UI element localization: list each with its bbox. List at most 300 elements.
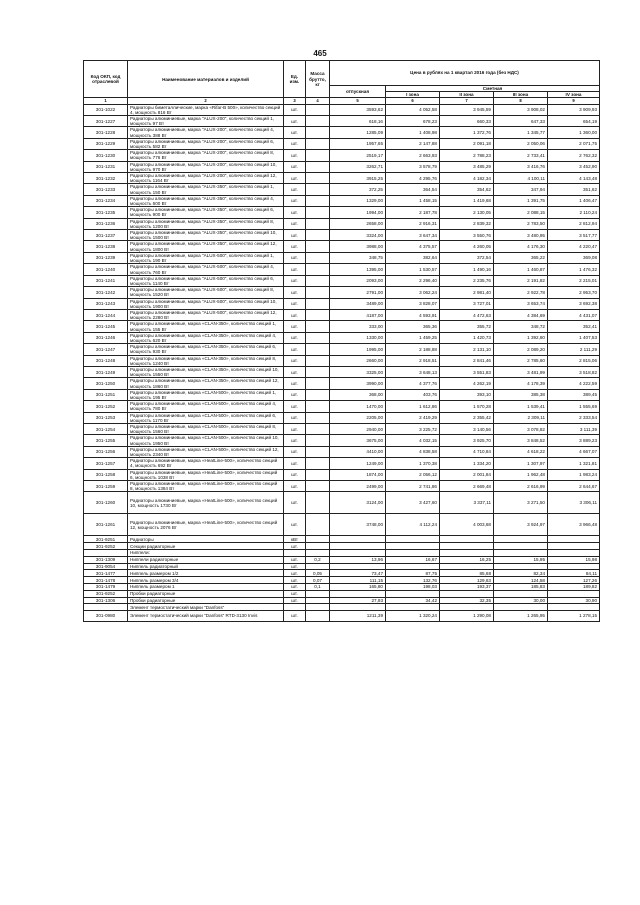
table-row [84,563,600,570]
zone-3-price-cell: 2 309,11 [494,412,548,423]
zone-3-price-cell: 15,95 [494,556,548,563]
zone-1-price-cell: 198,03 [386,584,440,591]
name-cell: Радиаторы алюминиевые, марка «CLAN-350», количество секций 4, мощность 620 Вт [128,332,284,343]
mass-cell [306,611,330,622]
table-row [84,514,600,536]
mass-cell [306,543,330,550]
zone-2-price-cell: 4 262,19 [440,378,494,389]
mass-cell [306,514,330,536]
mass-cell [306,550,330,557]
zone-1-price-cell: 4 838,58 [386,446,440,457]
unit-cell: шт. [284,207,306,218]
zone-4-price-cell: 4 220,47 [548,241,600,252]
table-row [84,492,600,514]
name-cell: Радиаторы алюминиевые, марка «HeatLine-500», количество секций 8, мощность 1384 Вт [128,481,284,492]
zone-2-price-cell: 660,33 [440,116,494,127]
release-price-cell [330,590,386,597]
zone-3-price-cell: 3 480,95 [494,230,548,241]
zone-1-price-cell: 1 458,15 [386,195,440,206]
zone-2-price-cell: 1 570,28 [440,401,494,412]
zone-2-price-cell: 3 925,70 [440,435,494,446]
unit-cell: шт. [284,309,306,320]
code-cell: 301-1237 [84,230,128,241]
zone-2-price-cell: 2 091,18 [440,138,494,149]
zone-2-price-cell: 3 140,56 [440,423,494,434]
mass-cell [306,195,330,206]
mass-cell [306,321,330,332]
unit-cell: шт. [284,218,306,229]
table-row [84,116,600,127]
zone-3-price-cell: 1 391,75 [494,195,548,206]
code-cell: 301-1258 [84,469,128,480]
code-cell: 301-9252 [84,543,128,550]
zone-3-price-cell [494,536,548,543]
zone-2-price-cell: 2 001,84 [440,469,494,480]
table-row [84,184,600,195]
table-row [84,423,600,434]
zone-4-price-cell: 1 983,24 [548,469,600,480]
mass-cell [306,173,330,184]
release-price-cell: 111,15 [330,577,386,584]
mass-cell: 0,05 [306,570,330,577]
column-index: 2 [128,98,284,104]
col-unit: Ед. изм. [284,61,306,98]
mass-cell [306,536,330,543]
zone-1-price-cell: 3 648,13 [386,366,440,377]
table-row [84,597,600,604]
zone-3-price-cell [494,550,548,557]
col-zone-4: IV зона [548,92,600,98]
release-price-cell: 2205,00 [330,412,386,423]
table-row [84,252,600,263]
release-price-cell: 3489,00 [330,298,386,309]
code-cell: 301-9054 [84,563,128,570]
table-row [84,458,600,469]
zone-1-price-cell: 3 828,07 [386,298,440,309]
table-row [84,543,600,550]
unit-cell: шт. [284,116,306,127]
table-row [84,366,600,377]
name-cell: Радиаторы алюминиевые, марка «CLAN-500», количество секций 6, мощность 1170 Вт [128,412,284,423]
zone-4-price-cell: 127,26 [548,577,600,584]
zone-1-price-cell: 2 188,88 [386,344,440,355]
mass-cell [306,104,330,115]
mass-cell [306,287,330,298]
zone-1-price-cell: 2 147,88 [386,138,440,149]
mass-cell [306,435,330,446]
zone-1-price-cell: 2 741,86 [386,481,440,492]
table-row [84,138,600,149]
page-number: 465 [313,49,327,58]
zone-1-price-cell: 4 593,91 [386,309,440,320]
column-index: 4 [306,98,330,104]
zone-3-price-cell: 3 924,97 [494,514,548,536]
mass-cell [306,446,330,457]
zone-2-price-cell: 3 551,83 [440,366,494,377]
code-cell: 301-1477 [84,570,128,577]
zone-4-price-cell: 2 812,94 [548,218,600,229]
zone-4-price-cell: 654,19 [548,116,600,127]
zone-1-price-cell: 2 056,12 [386,469,440,480]
release-price-cell: 2093,00 [330,275,386,286]
mass-cell [306,412,330,423]
zone-1-price-cell: 2 918,51 [386,355,440,366]
table-row [84,401,600,412]
table-row [84,264,600,275]
name-cell: Радиаторы алюминиевые, марка «HeatLine-500», количество секций 10, мощность 1730 Вт [128,492,284,514]
release-price-cell: 368,00 [330,389,386,400]
zone-2-price-cell: 193,37 [440,584,494,591]
release-price-cell: 13,96 [330,556,386,563]
table-row [84,556,600,563]
column-index: 8 [494,98,548,104]
zone-4-price-cell: 351,62 [548,184,600,195]
zone-2-price-cell: 16,25 [440,556,494,563]
zone-3-price-cell: 365,22 [494,252,548,263]
zone-3-price-cell: 1 392,80 [494,332,548,343]
mass-cell [306,150,330,161]
zone-3-price-cell: 2 785,60 [494,355,548,366]
zone-4-price-cell: 4 222,59 [548,378,600,389]
unit-cell: шт. [284,195,306,206]
code-cell: 301-1245 [84,321,128,332]
zone-2-price-cell: 1 490,16 [440,264,494,275]
zone-2-price-cell: 2 131,10 [440,344,494,355]
name-cell: Пробки радиаторные [128,590,284,597]
release-price-cell: 333,00 [330,321,386,332]
code-cell: 301-1228 [84,127,128,138]
zone-3-price-cell: 2 089,20 [494,344,548,355]
zone-2-price-cell: 2 130,05 [440,207,494,218]
mass-cell [306,184,330,195]
mass-cell: 0,2 [306,556,330,563]
name-cell: Радиаторы алюминиевые, марка «CLAN-350», количество секций 10, мощность 1550 Вт [128,366,284,377]
code-cell: 301-1252 [84,401,128,412]
code-cell: 301-1259 [84,481,128,492]
col-mass: Масса брутто, кг [306,61,330,98]
zone-2-price-cell: 354,62 [440,184,494,195]
zone-2-price-cell: 3 945,59 [440,104,494,115]
unit-cell: кВт [284,536,306,543]
mass-cell [306,207,330,218]
name-cell: Радиаторы алюминиевые, марка "ALUX-500", количество секций 10, мощность 1900 Вт [128,298,284,309]
name-cell: Радиаторы алюминиевые, марка "ALUX-350", количество секций 1, мощность 150 Вт [128,184,284,195]
table-row [84,287,600,298]
code-cell: 301-1250 [84,378,128,389]
unit-cell: шт. [284,458,306,469]
mass-cell [306,458,330,469]
unit-cell: шт. [284,389,306,400]
unit-cell: шт. [284,138,306,149]
zone-1-price-cell: 1 408,98 [386,127,440,138]
name-cell: Секции радиаторные [128,543,284,550]
release-price-cell: 1395,00 [330,264,386,275]
zone-2-price-cell: 2 981,40 [440,287,494,298]
mass-cell [306,481,330,492]
table-row [84,570,600,577]
code-cell: 301-1241 [84,275,128,286]
mass-cell [306,116,330,127]
unit-cell: шт. [284,469,306,480]
name-cell: Радиаторы алюминиевые, марка "ALUX-200", количество секций 1, мощность 97 Вт [128,116,284,127]
code-cell: 301-1230 [84,150,128,161]
code-cell: 301-1249 [84,366,128,377]
zone-2-price-cell: 2 841,46 [440,355,494,366]
name-cell: Радиаторы алюминиевые, марка "ALUX-350", количество секций 4, мощность 600 Вт [128,195,284,206]
unit-cell: шт. [284,435,306,446]
zone-4-price-cell: 2 644,67 [548,481,600,492]
table-row [84,104,600,115]
zone-2-price-cell: 1 334,20 [440,458,494,469]
mass-cell [306,355,330,366]
zone-4-price-cell: 3 889,23 [548,435,600,446]
zone-4-price-cell: 1 406,47 [548,195,600,206]
zone-3-price-cell: 1 460,87 [494,264,548,275]
zone-4-price-cell: 2 071,75 [548,138,600,149]
code-cell: 301-1246 [84,332,128,343]
release-price-cell: 3915,25 [330,173,386,184]
zone-4-price-cell: 389,45 [548,389,600,400]
name-cell: Радиаторы алюминиевые, марка "ALUX-500", количество секций 12, мощность 2280 Вт [128,309,284,320]
unit-cell: шт. [284,355,306,366]
zone-4-price-cell [548,536,600,543]
release-price-cell: 2791,00 [330,287,386,298]
mass-cell [306,309,330,320]
zone-2-price-cell: 3 485,29 [440,161,494,172]
unit-cell: шт. [284,264,306,275]
release-price-cell [330,550,386,557]
name-cell: Пробки радиаторные [128,597,284,604]
zone-4-price-cell: 1 321,81 [548,458,600,469]
zone-4-price-cell: 1 278,15 [548,611,600,622]
zone-4-price-cell: 3 518,82 [548,366,600,377]
unit-cell: шт. [284,584,306,591]
zone-1-price-cell: 1 370,38 [386,458,440,469]
zone-2-price-cell: 4 472,63 [440,309,494,320]
name-cell: Радиаторы алюминиевые, марка «HeatLine-500», количество секций 12, мощность 2076 Вт [128,514,284,536]
unit-cell: шт. [284,287,306,298]
unit-cell: шт. [284,184,306,195]
release-price-cell: 3262,71 [330,161,386,172]
zone-2-price-cell: 1 290,08 [440,611,494,622]
table-row [84,412,600,423]
zone-2-price-cell: 85,68 [440,570,494,577]
zone-2-price-cell [440,550,494,557]
zone-1-price-cell: 87,75 [386,570,440,577]
column-index: 9 [548,98,600,104]
mass-cell [306,127,330,138]
zone-1-price-cell: 3 578,79 [386,161,440,172]
unit-cell: шт. [284,332,306,343]
code-cell: 301-1257 [84,458,128,469]
zone-1-price-cell: 3 225,72 [386,423,440,434]
zone-4-price-cell [548,604,600,611]
mass-cell [306,344,330,355]
col-estimate: Сметная [386,86,600,92]
code-cell: 301-1255 [84,435,128,446]
zone-1-price-cell: 1 320,24 [386,611,440,622]
code-cell: 301-1235 [84,207,128,218]
zone-1-price-cell: 2 663,93 [386,150,440,161]
zone-3-price-cell [494,543,548,550]
zone-4-price-cell: 4 143,48 [548,173,600,184]
table-row [84,309,600,320]
zone-4-price-cell: 3 306,11 [548,492,600,514]
zone-1-price-cell: 2 419,29 [386,412,440,423]
zone-3-price-cell: 1 307,97 [494,458,548,469]
name-cell: Элемент термостатический марки "Danfoss" RTD-3130 Invis [128,611,284,622]
code-cell: 301-1240 [84,264,128,275]
release-price-cell: 372,25 [330,184,386,195]
mass-cell [306,401,330,412]
name-cell: Радиаторы алюминиевые, марка "ALUX-200", количество секций 12, мощность 1164 Вт [128,173,284,184]
unit-cell: шт. [284,127,306,138]
unit-cell: шт. [284,252,306,263]
unit-cell: шт. [284,241,306,252]
zone-3-price-cell [494,563,548,570]
zone-1-price-cell: 4 295,76 [386,173,440,184]
zone-3-price-cell: 3 078,82 [494,423,548,434]
zone-1-price-cell [386,604,440,611]
table-row [84,344,600,355]
release-price-cell: 3324,00 [330,230,386,241]
zone-1-price-cell: 364,54 [386,184,440,195]
zone-3-price-cell: 3 416,76 [494,161,548,172]
zone-3-price-cell: 4 100,11 [494,173,548,184]
unit-cell: шт. [284,514,306,536]
zone-1-price-cell: 678,23 [386,116,440,127]
unit-cell: шт. [284,563,306,570]
release-price-cell: 1330,00 [330,332,386,343]
unit-cell: шт. [284,366,306,377]
zone-2-price-cell: 129,63 [440,577,494,584]
zone-1-price-cell: 4 375,57 [386,241,440,252]
zone-4-price-cell: 2 110,24 [548,207,600,218]
code-cell: 301-1479 [84,584,128,591]
zone-4-price-cell [548,563,600,570]
table-row [84,173,600,184]
column-index: 5 [330,98,386,104]
table-row [84,298,600,309]
zone-3-price-cell [494,590,548,597]
zone-1-price-cell [386,563,440,570]
zone-4-price-cell: 3 517,77 [548,230,600,241]
mass-cell [306,492,330,514]
release-price-cell: 1470,00 [330,401,386,412]
zone-3-price-cell: 3 848,52 [494,435,548,446]
mass-cell [306,275,330,286]
unit-cell: шт. [284,321,306,332]
unit-cell: шт. [284,401,306,412]
zone-4-price-cell: 15,98 [548,556,600,563]
mass-cell [306,264,330,275]
zone-3-price-cell: 3 653,74 [494,298,548,309]
zone-3-price-cell: 82,34 [494,570,548,577]
release-price-cell: 1285,09 [330,127,386,138]
col-zone-1: I зона [386,92,440,98]
zone-4-price-cell: 369,08 [548,252,600,263]
zone-3-price-cell: 30,00 [494,597,548,604]
zone-4-price-cell: 2 215,01 [548,275,600,286]
release-price-cell: 1994,00 [330,207,386,218]
zone-3-price-cell: 2 088,15 [494,207,548,218]
zone-2-price-cell: 4 003,68 [440,514,494,536]
name-cell: Радиаторы алюминиевые, марка "ALUX-350", количество секций 12, мощность 1800 Вт [128,241,284,252]
code-cell: 301-1251 [84,389,128,400]
zone-3-price-cell: 2 050,06 [494,138,548,149]
zone-3-price-cell: 1 962,48 [494,469,548,480]
col-zone-2: II зона [440,92,494,98]
mass-cell [306,252,330,263]
zone-2-price-cell [440,543,494,550]
zone-3-price-cell: 348,72 [494,321,548,332]
zone-4-price-cell: 2 333,54 [548,412,600,423]
code-cell: 301-1229 [84,138,128,149]
zone-3-price-cell: 2 783,50 [494,218,548,229]
zone-1-price-cell: 4 377,76 [386,378,440,389]
zone-3-price-cell [494,604,548,611]
mass-cell [306,423,330,434]
zone-4-price-cell: 4 667,07 [548,446,600,457]
zone-1-price-cell: 2 187,78 [386,207,440,218]
zone-1-price-cell: 2 916,31 [386,218,440,229]
zone-2-price-cell: 2 235,76 [440,275,494,286]
table-row [84,481,600,492]
mass-cell [306,218,330,229]
release-price-cell: 27,93 [330,597,386,604]
unit-cell: шт. [284,543,306,550]
code-cell: 301-1243 [84,298,128,309]
zone-3-price-cell: 124,58 [494,577,548,584]
release-price-cell: 1957,65 [330,138,386,149]
code-cell: 301-1227 [84,116,128,127]
table-row [84,389,600,400]
zone-4-price-cell: 1 407,53 [548,332,600,343]
table-row [84,469,600,480]
zone-4-price-cell: 3 452,90 [548,161,600,172]
table-row [84,195,600,206]
table-row [84,127,600,138]
code-cell: 301-1254 [84,423,128,434]
unit-cell: шт. [284,577,306,584]
zone-4-price-cell: 3 111,39 [548,423,600,434]
release-price-cell: 1874,00 [330,469,386,480]
table-row [84,590,600,597]
table-row [84,577,600,584]
mass-cell [306,597,330,604]
table-row [84,584,600,591]
table-body [84,104,600,621]
release-price-cell: 2519,17 [330,150,386,161]
zone-1-price-cell: 16,67 [386,556,440,563]
code-cell: 301-9252 [84,590,128,597]
zone-2-price-cell: 32,35 [440,597,494,604]
code-cell: 301-1260 [84,492,128,514]
unit-cell: шт. [284,446,306,457]
release-price-cell [330,536,386,543]
name-cell: Ниппель радиаторный [128,563,284,570]
unit-cell: шт. [284,570,306,577]
zone-4-price-cell: 352,41 [548,321,600,332]
name-cell: Радиаторы алюминиевые, марка «CLAN-350», количество секций 1, мощность 155 Вт [128,321,284,332]
zone-2-price-cell: 2 355,42 [440,412,494,423]
unit-cell: шт. [284,423,306,434]
zone-4-price-cell: 2 762,32 [548,150,600,161]
table-row [84,207,600,218]
name-cell: Ниппель размером 1 [128,584,284,591]
zone-4-price-cell: 3 966,48 [548,514,600,536]
zone-1-price-cell: 382,64 [386,252,440,263]
